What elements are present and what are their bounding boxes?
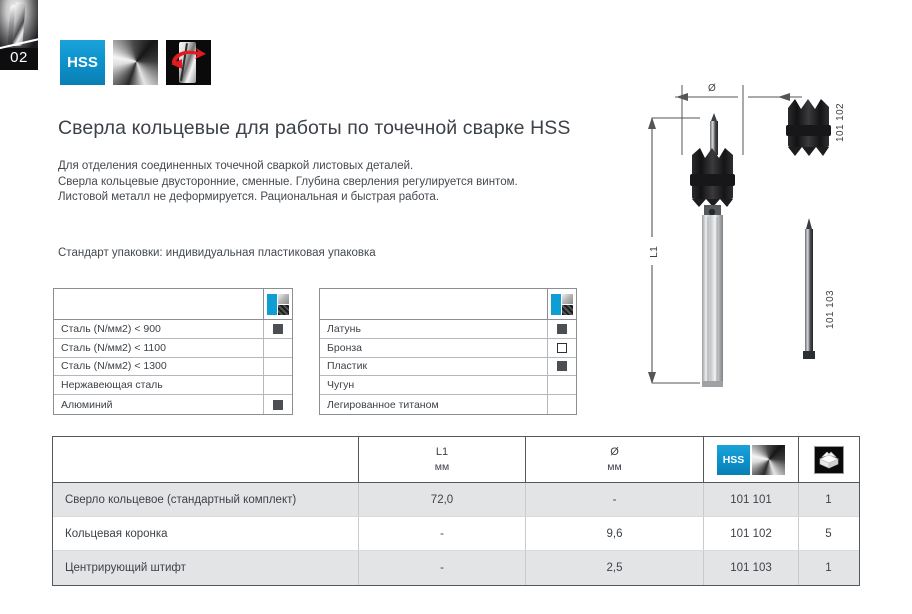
material-name: Латунь bbox=[327, 322, 361, 335]
product-length: - bbox=[358, 517, 525, 550]
product-diameter: 9,6 bbox=[525, 517, 703, 550]
suitability-marker bbox=[547, 320, 576, 338]
diameter-dimension-label: Ø bbox=[708, 83, 716, 94]
col-header-name bbox=[53, 437, 358, 482]
suitability-marker bbox=[263, 339, 292, 357]
material-name: Легированное титаном bbox=[327, 398, 439, 411]
product-table bbox=[52, 436, 860, 586]
suitability-marker bbox=[263, 320, 292, 338]
product-pack-qty: 5 bbox=[798, 517, 858, 550]
table-row[interactable] bbox=[53, 517, 859, 551]
material-row bbox=[320, 376, 576, 395]
product-article-number: 101 102 bbox=[703, 517, 798, 550]
property-icon-strip bbox=[60, 40, 211, 85]
material-legend-icon bbox=[263, 289, 292, 319]
col-header-article bbox=[703, 437, 798, 482]
packaging-note: Стандарт упаковки: индивидуальная пластиковая упаковка bbox=[58, 247, 376, 259]
steel-material-icon bbox=[113, 40, 158, 85]
suitability-marker bbox=[547, 358, 576, 376]
material-name: Сталь (N/мм2) < 1100 bbox=[61, 341, 166, 354]
rotation-direction-icon bbox=[166, 40, 211, 85]
product-name: Сверло кольцевое (стандартный комплект) bbox=[65, 493, 297, 506]
intro-paragraph bbox=[58, 159, 518, 206]
col-header-length bbox=[358, 437, 525, 482]
suitability-marker bbox=[263, 376, 292, 394]
material-row bbox=[54, 339, 292, 358]
col-header-packaging bbox=[798, 437, 858, 482]
material-table-header-row bbox=[320, 289, 576, 320]
col-header-length-unit: мм bbox=[434, 461, 450, 473]
material-row bbox=[54, 376, 292, 395]
material-table-left bbox=[53, 288, 293, 415]
hss-badge-icon: HSS bbox=[717, 445, 750, 475]
intro-line: Для отделения соединенных точечной сваркой листовых деталей. bbox=[58, 160, 414, 172]
part-label-pin: 101 103 bbox=[825, 290, 836, 329]
suitability-marker bbox=[547, 376, 576, 394]
material-row bbox=[320, 358, 576, 377]
product-length: 72,0 bbox=[358, 483, 525, 516]
material-header-label bbox=[54, 289, 263, 319]
chapter-tab bbox=[0, 0, 38, 70]
material-name: Пластик bbox=[327, 360, 368, 373]
package-box-icon bbox=[814, 446, 844, 474]
product-pack-qty: 1 bbox=[798, 483, 858, 516]
technical-drawing bbox=[620, 55, 900, 415]
material-name: Алюминий bbox=[61, 398, 113, 411]
page-title: Сверла кольцевые для работы по точечной сварке HSS bbox=[58, 117, 571, 139]
suitability-marker bbox=[263, 358, 292, 376]
product-length: - bbox=[358, 551, 525, 585]
suitability-marker bbox=[547, 339, 576, 357]
intro-line: Листовой металл не деформируется. Рациональная и быстрая работа. bbox=[58, 191, 440, 203]
intro-line: Сверла кольцевые двусторонние, сменные. Глубина сверления регулируется винтом. bbox=[58, 175, 518, 188]
material-row bbox=[54, 320, 292, 339]
material-name: Бронза bbox=[327, 341, 363, 354]
length-dimension-label: L1 bbox=[648, 246, 660, 258]
material-name: Чугун bbox=[327, 379, 355, 392]
material-row bbox=[320, 320, 576, 339]
product-diameter: 2,5 bbox=[525, 551, 703, 585]
material-header-label bbox=[320, 289, 547, 319]
material-name: Нержавеющая сталь bbox=[61, 379, 163, 392]
suitability-marker bbox=[547, 395, 576, 414]
product-pack-qty: 1 bbox=[798, 551, 858, 585]
table-row[interactable] bbox=[53, 551, 859, 585]
product-article-number: 101 103 bbox=[703, 551, 798, 585]
product-table-header bbox=[53, 437, 859, 483]
material-row bbox=[320, 339, 576, 358]
material-row bbox=[320, 395, 576, 414]
steel-material-icon bbox=[752, 445, 785, 475]
material-name: Сталь (N/мм2) < 900 bbox=[61, 322, 161, 335]
material-table-right bbox=[319, 288, 577, 415]
product-name: Центрирующий штифт bbox=[65, 562, 186, 574]
product-article-number: 101 101 bbox=[703, 483, 798, 516]
material-row bbox=[54, 358, 292, 377]
product-name: Кольцевая коронка bbox=[65, 527, 168, 540]
material-legend-icon bbox=[547, 289, 576, 319]
material-row bbox=[54, 395, 292, 414]
chapter-number: 02 bbox=[10, 49, 28, 66]
product-diameter: - bbox=[525, 483, 703, 516]
col-header-diameter-unit: мм bbox=[607, 461, 622, 473]
hss-badge-icon: HSS bbox=[60, 40, 105, 85]
suitability-marker bbox=[263, 395, 292, 414]
col-header-diameter-title: Ø bbox=[610, 446, 619, 458]
material-name: Сталь (N/мм2) < 1300 bbox=[61, 360, 167, 373]
col-header-diameter bbox=[525, 437, 703, 482]
material-table-header-row bbox=[54, 289, 292, 320]
table-row[interactable] bbox=[53, 483, 859, 517]
col-header-length-title: L1 bbox=[435, 446, 449, 458]
part-label-crown: 101 102 bbox=[835, 103, 846, 142]
